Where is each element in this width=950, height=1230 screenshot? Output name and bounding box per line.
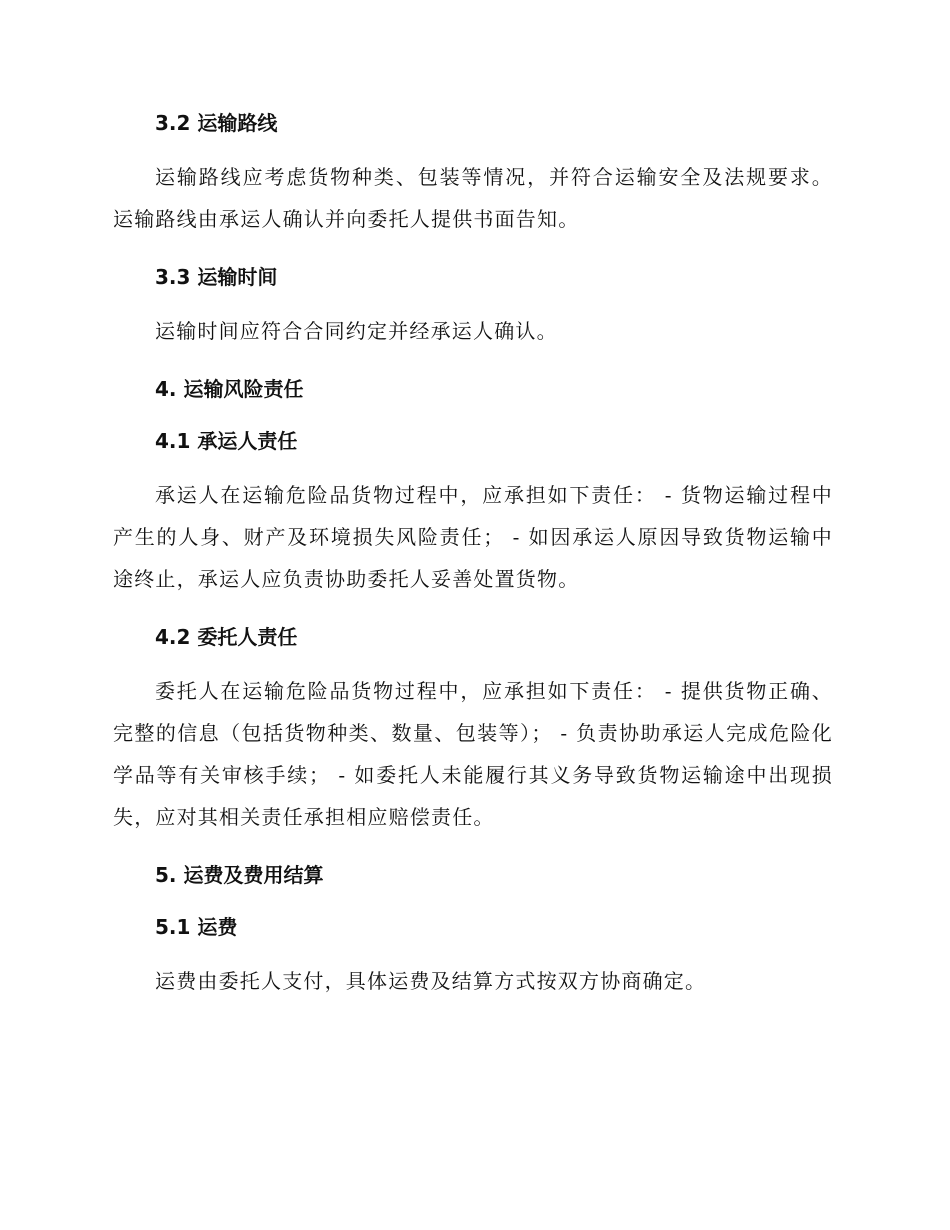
paragraph-freight: 运费由委托人支付，具体运费及结算方式按双方协商确定。 (155, 969, 707, 993)
paragraph-carrier-liability: 承运人在运输危险品货物过程中，应承担如下责任： - 货物运输过程中产生的人身、财产及环境损失风险责任； - 如因承运人原因导致货物运输中途终止，承运人应负责协助委托人妥善处置货物。 (113, 483, 833, 591)
section-heading-4: 4. 运输风险责任 (155, 377, 304, 401)
paragraph-transport-time: 运输时间应符合合同约定并经承运人确认。 (155, 319, 558, 343)
document-body (113, 108, 833, 1002)
section-heading-3-2: 3.2 运输路线 (155, 111, 278, 135)
paragraph-consignor-liability: 委托人在运输危险品货物过程中，应承担如下责任： - 提供货物正确、完整的信息（包括货物种类、数量、包装等）； - 负责协助承运人完成危险化学品等有关审核手续； - 如委托人未能履行其义务导致货物运输途中出现损失，应对其相关责任承担相应赔偿责任。 (113, 679, 833, 829)
section-heading-3-3: 3.3 运输时间 (155, 265, 278, 289)
paragraph-transport-route: 运输路线应考虑货物种类、包装等情况，并符合运输安全及法规要求。运输路线由承运人确认并向委托人提供书面告知。 (113, 165, 833, 231)
section-heading-5-1: 5.1 运费 (155, 915, 238, 939)
section-heading-4-2: 4.2 委托人责任 (155, 625, 298, 649)
section-heading-5: 5. 运费及费用结算 (155, 863, 324, 887)
section-heading-4-1: 4.1 承运人责任 (155, 429, 298, 453)
